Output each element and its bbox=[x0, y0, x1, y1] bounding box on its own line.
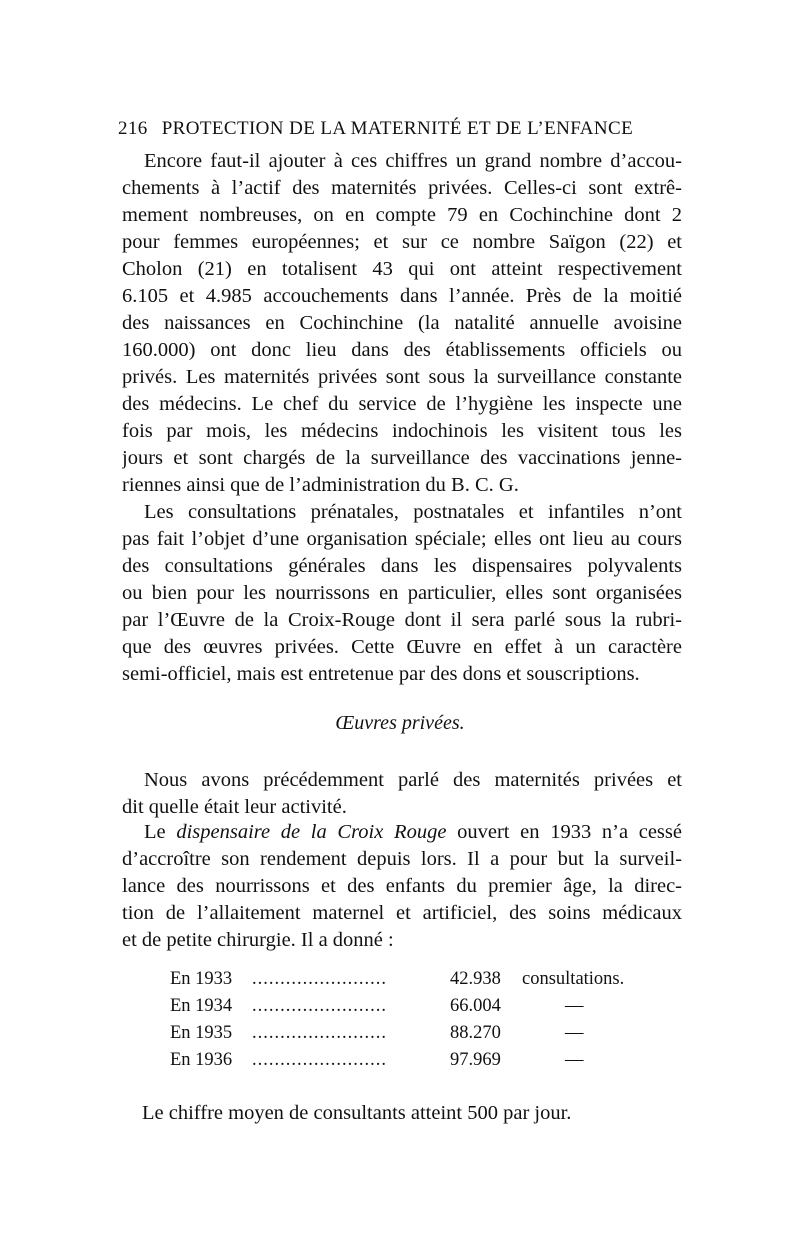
text-line: Encore faut-il ajouter à ces chiffres un grand nombre d’accou- bbox=[144, 150, 682, 172]
unit-cell: consultations. bbox=[522, 969, 625, 989]
text-line: jours et sont chargés de la surveillance des vaccinations jenne- bbox=[122, 447, 682, 469]
text-line: chements à l’actif des maternités privées. Celles-ci sont extrê- bbox=[122, 177, 682, 199]
ditto-dash: — bbox=[565, 1050, 584, 1070]
text-line: dit quelle était leur activité. bbox=[122, 796, 347, 818]
text-line: par l’Œuvre de la Croix-Rouge dont il sera parlé sous la rubri- bbox=[122, 609, 682, 631]
text-line: 6.105 et 4.985 accouchements dans l’année. Près de la moitié bbox=[122, 285, 682, 307]
dot-leader: ........................ bbox=[252, 969, 387, 989]
text-line bbox=[122, 819, 682, 846]
closing-line: Le chiffre moyen de consultants atteint 500 par jour. bbox=[142, 1102, 572, 1124]
text-line: que des œuvres privées. Cette Œuvre en effet à un caractère bbox=[122, 636, 682, 658]
text-line: pour femmes européennes; et sur ce nombre Saïgon (22) et bbox=[122, 231, 682, 253]
text-line: mement nombreuses, on en compte 79 en Cochinchine dont 2 bbox=[122, 204, 682, 226]
text-line: Les consultations prénatales, postnatales et infantiles n’ont bbox=[144, 501, 682, 523]
text-line: privés. Les maternités privées sont sous la surveillance constante bbox=[122, 366, 682, 388]
running-title: PROTECTION DE LA MATERNITÉ ET DE L’ENFANCE bbox=[161, 118, 634, 139]
text-line: d’accroître son rendement depuis lors. Il a pour but la surveil- bbox=[122, 848, 682, 870]
value-cell: 97.969 bbox=[450, 1050, 501, 1070]
running-header bbox=[118, 118, 678, 140]
text-line: ou bien pour les nourrissons en particulier, elles sont organisées bbox=[122, 582, 682, 604]
paragraph-dispensaire bbox=[122, 819, 682, 954]
dot-leader: ........................ bbox=[252, 1023, 387, 1043]
table-row bbox=[160, 993, 640, 1020]
text-line: semi-officiel, mais est entretenue par des dons et souscriptions. bbox=[122, 663, 640, 685]
text-line: lance des nourrissons et des enfants du premier âge, la direc- bbox=[122, 875, 682, 897]
text-run: Le bbox=[144, 821, 177, 843]
consultations-table bbox=[160, 966, 640, 1074]
year-cell: En 1936 bbox=[170, 1050, 233, 1070]
value-cell: 42.938 bbox=[450, 969, 501, 989]
ditto-dash: — bbox=[565, 1023, 584, 1043]
text-line: pas fait l’objet d’une organisation spéciale; elles ont lieu au cours bbox=[122, 528, 682, 550]
page-number: 216 bbox=[118, 118, 148, 139]
text-run: ouvert en 1933 n’a cessé bbox=[446, 821, 682, 843]
text-line: riennes ainsi que de l’administration du B. C. G. bbox=[122, 474, 519, 496]
section-heading: Œuvres privées. bbox=[335, 712, 465, 734]
table-row bbox=[160, 1020, 640, 1047]
year-cell: En 1934 bbox=[170, 996, 233, 1016]
text-line: Cholon (21) en totalisent 43 qui ont atteint respectivement bbox=[122, 258, 682, 280]
text-line: fois par mois, les médecins indochinois les visitent tous les bbox=[122, 420, 682, 442]
text-line: et de petite chirurgie. Il a donné : bbox=[122, 929, 394, 951]
dot-leader: ........................ bbox=[252, 996, 387, 1016]
table-row bbox=[160, 1047, 640, 1074]
text-line: des médecins. Le chef du service de l’hygiène les inspecte une bbox=[122, 393, 682, 415]
paragraph-activite bbox=[122, 767, 682, 821]
year-cell: En 1935 bbox=[170, 1023, 233, 1043]
text-line: Nous avons précédemment parlé des maternités privées et bbox=[144, 769, 682, 791]
italic-dispensaire-name: dispensaire de la Croix Rouge bbox=[176, 821, 447, 843]
text-line: 160.000) ont donc lieu dans des établissements officiels ou bbox=[122, 339, 682, 361]
text-line: des naissances en Cochinchine (la natalité annuelle avoisine bbox=[122, 312, 682, 334]
text-line: des consultations générales dans les dispensaires polyvalents bbox=[122, 555, 682, 577]
ditto-dash: — bbox=[565, 996, 584, 1016]
dot-leader: ........................ bbox=[252, 1050, 387, 1070]
text-line: tion de l’allaitement maternel et artificiel, des soins médicaux bbox=[122, 902, 682, 924]
value-cell: 66.004 bbox=[450, 996, 501, 1016]
table-row bbox=[160, 966, 640, 993]
year-cell: En 1933 bbox=[170, 969, 233, 989]
value-cell: 88.270 bbox=[450, 1023, 501, 1043]
paragraph-maternites-privees bbox=[122, 148, 682, 688]
